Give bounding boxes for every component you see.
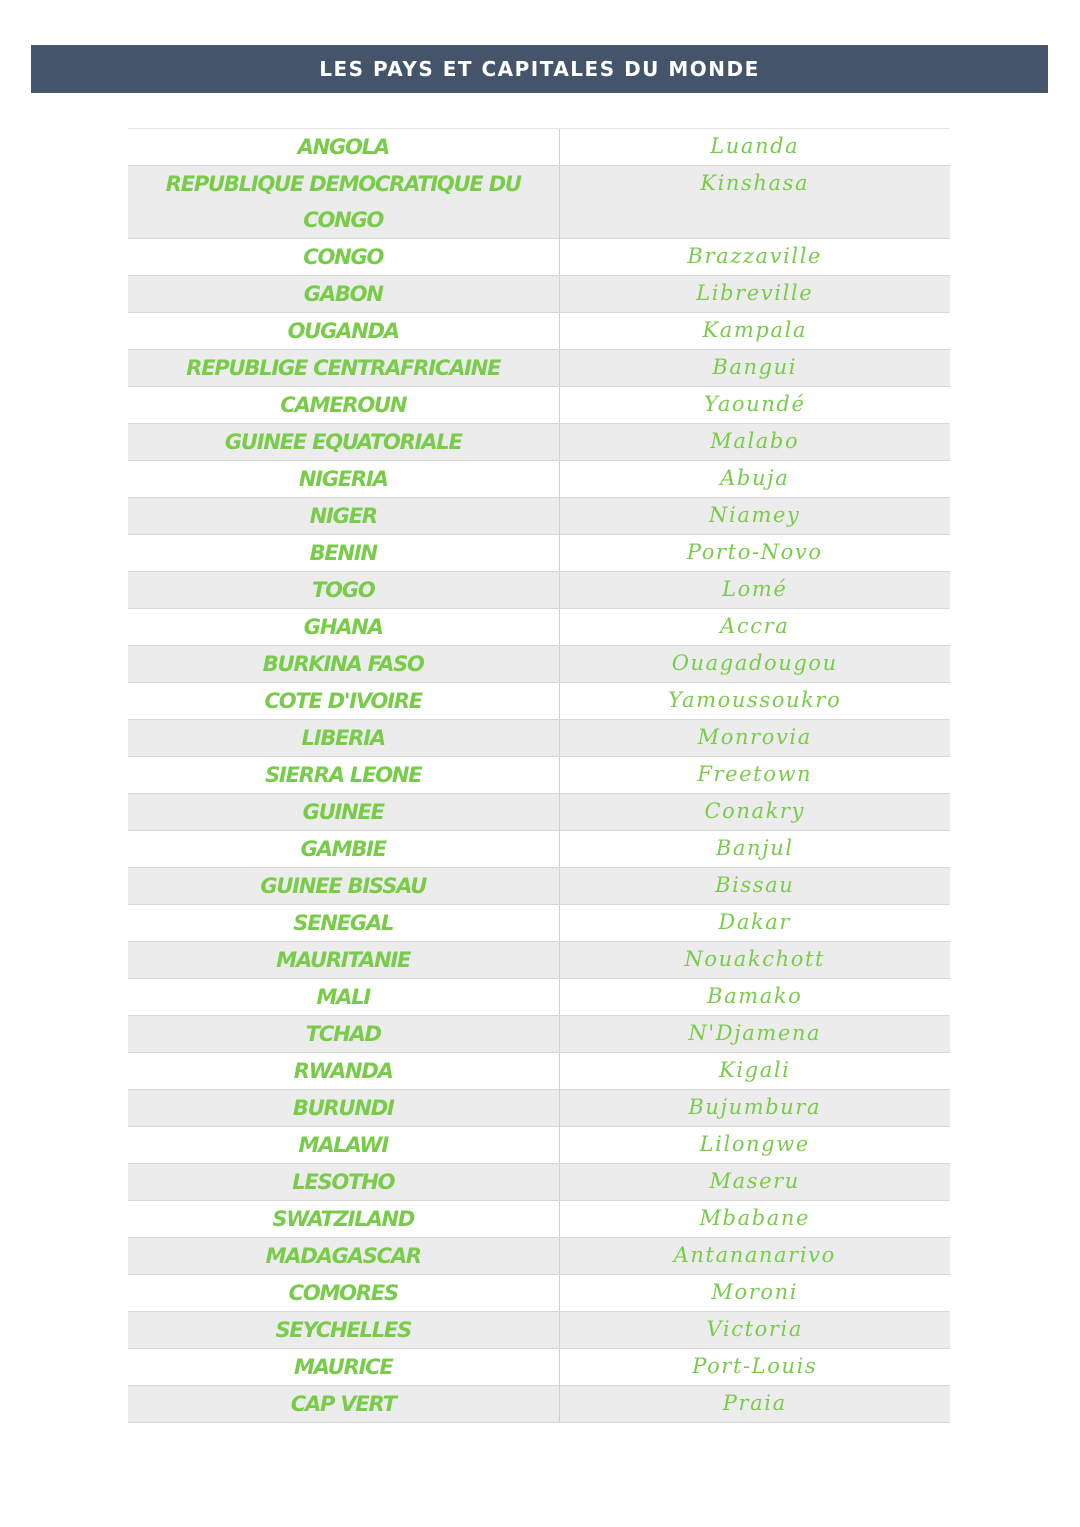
- table-row: [128, 313, 950, 350]
- table-row: [128, 1201, 950, 1238]
- table-row: [128, 498, 950, 535]
- country-cell: COTE D'IVOIRE: [128, 683, 560, 719]
- table-row: [128, 424, 950, 461]
- capital-cell: Libreville: [696, 281, 814, 305]
- country-cell: MALI: [128, 979, 560, 1015]
- capital-cell: Banjul: [715, 836, 794, 860]
- table-row: [128, 1016, 950, 1053]
- capital-cell: Moroni: [711, 1280, 799, 1304]
- table-row: [128, 720, 950, 757]
- country-cell: SWATZILAND: [128, 1201, 560, 1237]
- table-row: [128, 387, 950, 424]
- capital-cell: Yaoundé: [703, 392, 806, 416]
- table-row: [128, 239, 950, 276]
- capital-cell: Niamey: [709, 503, 801, 527]
- country-cell: GUINEE: [128, 794, 560, 830]
- country-cell: BURKINA FASO: [128, 646, 560, 682]
- capital-cell: Bujumbura: [688, 1095, 822, 1119]
- table-row: [128, 1312, 950, 1349]
- capital-cell: Porto-Novo: [686, 540, 823, 564]
- table-row: [128, 1386, 950, 1423]
- capital-cell: Lomé: [722, 577, 788, 601]
- country-cell: GUINEE BISSAU: [128, 868, 560, 904]
- capital-cell: N'Djamena: [688, 1021, 822, 1045]
- capital-cell: Malabo: [710, 429, 800, 453]
- table-row: [128, 683, 950, 720]
- table-row: [128, 129, 950, 166]
- capital-cell: Brazzaville: [687, 244, 823, 268]
- country-cell: ANGOLA: [128, 129, 560, 165]
- table-row: [128, 1053, 950, 1090]
- capital-cell: Dakar: [718, 910, 792, 934]
- country-cell: GAMBIE: [128, 831, 560, 867]
- country-cell: CONGO: [128, 239, 560, 275]
- country-cell: NIGERIA: [128, 461, 560, 497]
- table-row: [128, 757, 950, 794]
- country-cell: CAP VERT: [128, 1386, 560, 1422]
- country-cell: MAURITANIE: [128, 942, 560, 978]
- capital-cell: Kampala: [702, 318, 808, 342]
- table-row: [128, 979, 950, 1016]
- country-cell: LESOTHO: [128, 1164, 560, 1200]
- country-cell: BENIN: [128, 535, 560, 571]
- country-cell: GABON: [128, 276, 560, 312]
- capital-cell: Maseru: [709, 1169, 800, 1193]
- capital-cell: Victoria: [706, 1317, 803, 1341]
- capital-cell: Bissau: [715, 873, 795, 897]
- table-row: [128, 1090, 950, 1127]
- capital-cell: Bangui: [712, 355, 798, 379]
- capital-cell: Praia: [722, 1391, 787, 1415]
- table-row: [128, 1349, 950, 1386]
- capital-cell: Port-Louis: [692, 1354, 818, 1378]
- country-cell: NIGER: [128, 498, 560, 534]
- country-cell: SEYCHELLES: [128, 1312, 560, 1348]
- country-cell: RWANDA: [128, 1053, 560, 1089]
- table-row: [128, 461, 950, 498]
- table-row: [128, 1127, 950, 1164]
- capital-cell: Nouakchott: [684, 947, 826, 971]
- country-cell: LIBERIA: [128, 720, 560, 756]
- capital-cell: Bamako: [707, 984, 803, 1008]
- capital-cell: Antananarivo: [673, 1243, 836, 1267]
- capital-cell: Ouagadougou: [671, 651, 838, 675]
- capital-cell: Lilongwe: [699, 1132, 810, 1156]
- page-title-bar: [31, 45, 1048, 93]
- table-row: [128, 831, 950, 868]
- page-title: LES PAYS ET CAPITALES DU MONDE: [319, 57, 760, 81]
- country-cell: TCHAD: [128, 1016, 560, 1052]
- capital-cell: Yamoussoukro: [668, 688, 842, 712]
- capital-cell: Monrovia: [697, 725, 812, 749]
- country-cell: REPUBLIQUE DEMOCRATIQUE DU CONGO: [128, 166, 560, 238]
- country-cell: BURUNDI: [128, 1090, 560, 1126]
- country-cell: TOGO: [128, 572, 560, 608]
- table-row: [128, 794, 950, 831]
- table-row: [128, 535, 950, 572]
- capital-cell: Conakry: [704, 799, 806, 823]
- capital-cell: Abuja: [720, 466, 790, 490]
- table-row: [128, 276, 950, 313]
- capital-cell: Mbabane: [699, 1206, 811, 1230]
- country-cell: SENEGAL: [128, 905, 560, 941]
- country-cell: MAURICE: [128, 1349, 560, 1385]
- table-row: [128, 572, 950, 609]
- capital-cell: Kinshasa: [700, 171, 810, 195]
- table-row: [128, 1164, 950, 1201]
- table-row: [128, 646, 950, 683]
- country-cell: GHANA: [128, 609, 560, 645]
- country-cell: GUINEE EQUATORIALE: [128, 424, 560, 460]
- country-cell: MADAGASCAR: [128, 1238, 560, 1274]
- table-row: [128, 1238, 950, 1275]
- table-row: [128, 905, 950, 942]
- capital-cell: Luanda: [710, 134, 800, 158]
- table-row: [128, 166, 950, 239]
- table-row: [128, 942, 950, 979]
- country-cell: REPUBLIGE CENTRAFRICAINE: [128, 350, 560, 386]
- table-row: [128, 1275, 950, 1312]
- capital-cell: Freetown: [697, 762, 813, 786]
- table-row: [128, 350, 950, 387]
- table-row: [128, 868, 950, 905]
- table-row: [128, 609, 950, 646]
- countries-capitals-table: [128, 128, 950, 1423]
- capital-cell: Kigali: [719, 1058, 791, 1082]
- capital-cell: Accra: [720, 614, 790, 638]
- country-cell: CAMEROUN: [128, 387, 560, 423]
- country-cell: COMORES: [128, 1275, 560, 1311]
- country-cell: SIERRA LEONE: [128, 757, 560, 793]
- country-cell: OUGANDA: [128, 313, 560, 349]
- country-cell: MALAWI: [128, 1127, 560, 1163]
